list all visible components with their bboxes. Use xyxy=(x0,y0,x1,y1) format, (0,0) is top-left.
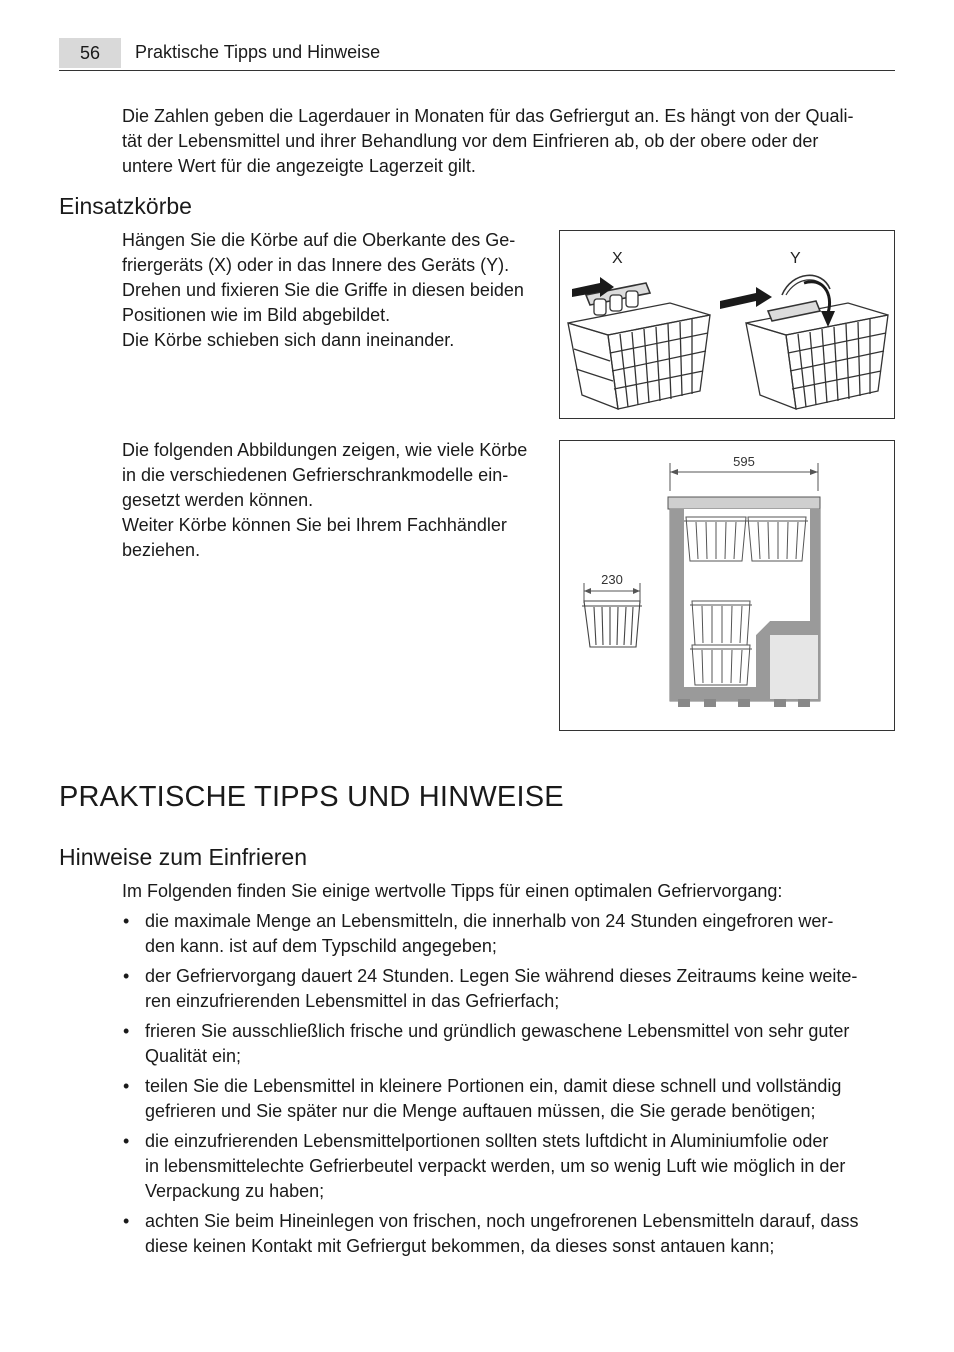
intro-line: untere Wert für die angezeigte Lagerzeit gilt. xyxy=(122,156,476,176)
text-line: Hängen Sie die Körbe auf die Oberkante des Ge- xyxy=(122,230,516,250)
freezing-tips-list xyxy=(122,909,897,1264)
text-line: beziehen. xyxy=(122,540,201,560)
list-item xyxy=(122,964,897,1014)
intro-line: Die Zahlen geben die Lagerdauer in Monaten für das Gefriergut an. Es hängt von der Quali- xyxy=(122,106,854,126)
width-label: 595 xyxy=(733,454,755,469)
label-x: X xyxy=(612,250,623,267)
chapter-heading: PRAKTISCHE TIPPS UND HINWEISE xyxy=(59,781,564,813)
list-line: die einzufrierenden Lebensmittelportionen sollten stets luftdicht in Aluminiumfolie oder xyxy=(145,1131,829,1151)
basket-instructions xyxy=(122,228,552,353)
intro-paragraph xyxy=(122,104,897,179)
list-line: der Gefriervorgang dauert 24 Stunden. Legen Sie während dieses Zeitraums keine weite- xyxy=(145,966,858,986)
text-line: Die folgenden Abbildungen zeigen, wie viele Körbe xyxy=(122,440,528,460)
list-line: frieren Sie ausschließlich frische und gründlich gewaschene Lebensmittel von sehr guter xyxy=(145,1021,850,1041)
text-line: friergeräts (X) oder in das Innere des Geräts (Y). xyxy=(122,255,510,275)
text-line: Positionen wie im Bild abgebildet. xyxy=(122,305,391,325)
list-line: die maximale Menge an Lebensmitteln, die innerhalb von 24 Stunden eingefroren wer- xyxy=(145,911,834,931)
list-item xyxy=(122,1209,897,1259)
basket-count-text xyxy=(122,438,552,563)
list-line: teilen Sie die Lebensmittel in kleinere Portionen ein, damit diese schnell und vollständig xyxy=(145,1076,842,1096)
list-line: den kann. ist auf dem Typschild angegeben; xyxy=(145,936,497,956)
section-heading-einsatzkoerbe: Einsatzkörbe xyxy=(59,193,192,219)
list-line: Verpackung zu haben; xyxy=(145,1181,325,1201)
label-y: Y xyxy=(790,250,801,267)
text-line: in die verschiedenen Gefrierschrankmodelle ein- xyxy=(122,465,509,485)
list-line: diese keinen Kontakt mit Gefriergut bekommen, da dieses sonst antauen kann; xyxy=(145,1236,775,1256)
bullet-icon: • xyxy=(123,966,130,986)
text-line: Die Körbe schieben sich dann ineinander. xyxy=(122,330,455,350)
bullet-icon: • xyxy=(123,1021,130,1041)
basket-hanging-figure xyxy=(559,230,895,419)
page-number: 56 xyxy=(59,38,121,68)
bullet-icon: • xyxy=(123,1076,130,1096)
section-heading-hinweise: Hinweise zum Einfrieren xyxy=(59,844,307,870)
text-line: Drehen und fixieren Sie die Griffe in diesen beiden xyxy=(122,280,524,300)
list-item xyxy=(122,1129,897,1204)
list-line: achten Sie beim Hineinlegen von frischen, noch ungefrorenen Lebensmitteln darauf, dass xyxy=(145,1211,859,1231)
running-header-title: Praktische Tipps und Hinweise xyxy=(135,42,381,62)
intro-line: tät der Lebensmittel und ihrer Behandlung vor dem Einfrieren ab, ob der obere oder der xyxy=(122,131,819,151)
basket-y-illustration xyxy=(720,275,888,409)
list-line: in lebensmittelechte Gefrierbeutel verpackt werden, um so wenig Luft wie möglich in der xyxy=(145,1156,846,1176)
list-item xyxy=(122,1019,897,1069)
freezer-basket-layout-figure xyxy=(559,440,895,731)
header-divider xyxy=(59,70,895,71)
list-line: Qualität ein; xyxy=(145,1046,242,1066)
list-line: gefrieren und Sie später nur die Menge auftauen müssen, die Sie gerade benötigen; xyxy=(145,1101,816,1121)
bullet-icon: • xyxy=(123,1211,130,1231)
bullet-icon: • xyxy=(123,911,130,931)
basket-width-label: 230 xyxy=(601,572,623,587)
bullet-icon: • xyxy=(123,1131,130,1151)
list-line: ren einzufrierenden Lebensmittel in das Gefrierfach; xyxy=(145,991,560,1011)
text-line: gesetzt werden können. xyxy=(122,490,314,510)
list-item xyxy=(122,1074,897,1124)
single-basket-icon xyxy=(582,601,642,647)
hinweise-intro: Im Folgenden finden Sie einige wertvolle Tipps für einen optimalen Gefriervorgang: xyxy=(122,881,783,901)
basket-x-illustration xyxy=(568,277,710,409)
list-item xyxy=(122,909,897,959)
text-line: Weiter Körbe können Sie bei Ihrem Fachhändler xyxy=(122,515,507,535)
